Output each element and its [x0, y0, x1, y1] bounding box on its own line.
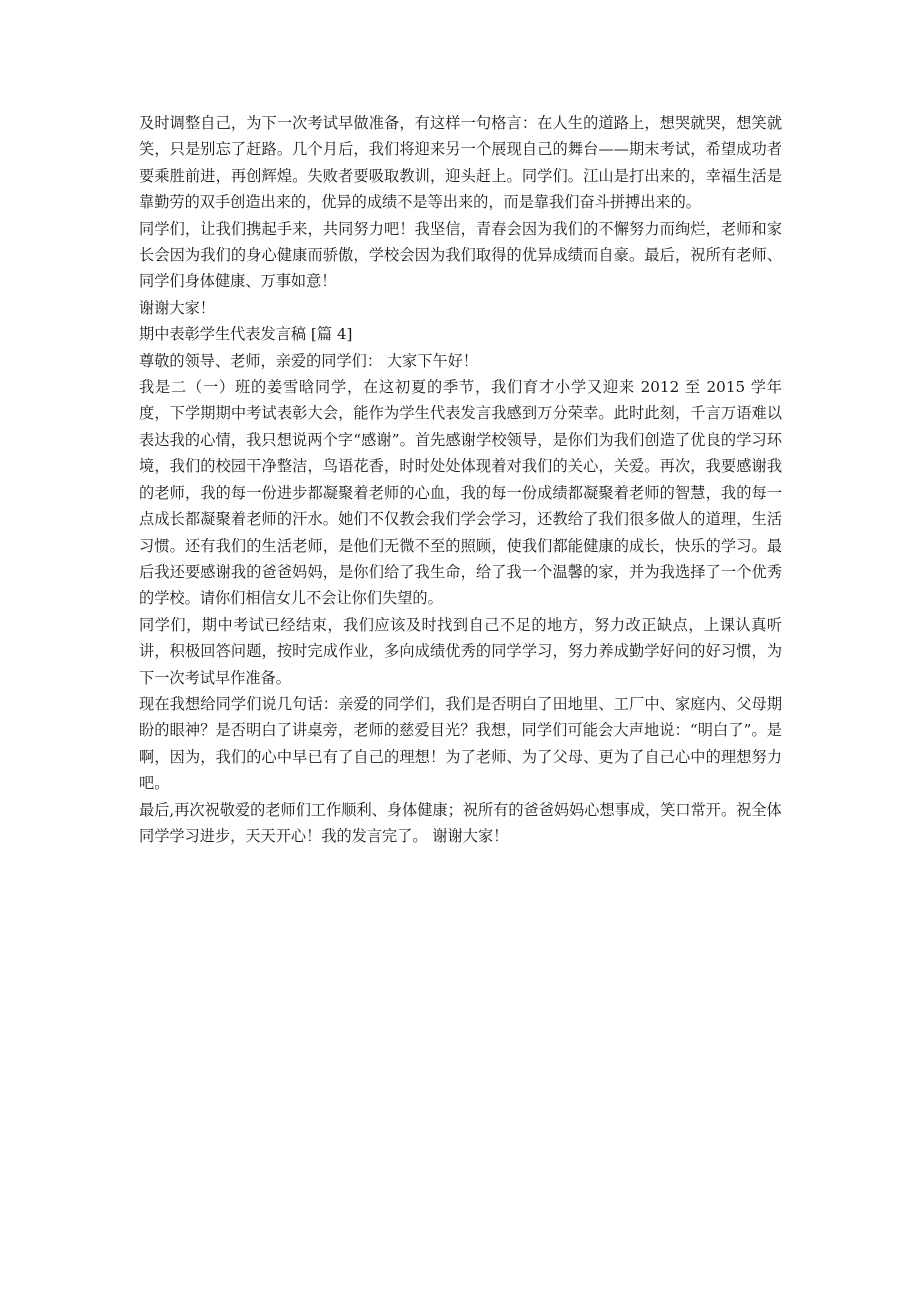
paragraph-salutation: 尊敬的领导、老师，亲爱的同学们： 大家下午好！ [139, 351, 478, 370]
paragraph-self-introduction: 我是二（一）班的姜雪晗同学，在这初夏的季节，我们育才小学又迎来 2012 至 2015 学年度，下学期期中考试表彰大会，能作为学生代表发言我感到万分荣幸。此时此刻，千言万语难以表达我的心情，我只想说两个字“感谢”。首先感谢学校领导，是你们为我们创造了优良的学习环境，我们的校园干净整洁，鸟语花香，时时处处体现着对我们的关心，关爱。再次，我要感谢我的老师，我的每一份进步都凝聚着老师的心血，我的每一份成绩都凝聚着老师的智慧，我的每一点成长都凝聚着老师的汗水。她们不仅教会我们学会学习，还教给了我们很多做人的道理，生活习惯。还有我们的生活老师，是他们无微不至的照顾，使我们都能健康的成长，快乐的学习。最后我还要感谢我的爸爸妈妈，是你们给了我生命，给了我一个温馨的家，并为我选择了一个优秀的学校。请你们相信女儿不会让你们失望的。 [139, 378, 782, 608]
paragraph-exam-finished: 同学们，期中考试已经结束，我们应该及时找到自己不足的地方，努力改正缺点，上课认真听讲，积极回答问题，按时完成作业，多向成绩优秀的同学学习，努力养成勤学好问的好习惯，为下一次考试早作准备。 [139, 615, 782, 687]
paragraph-words-to-classmates: 现在我想给同学们说几句话：亲爱的同学们，我们是否明白了田地里、工厂中、家庭内、父母期盼的眼神？是否明白了讲桌旁，老师的慈爱目光？我想，同学们可能会大声地说：“明白了”。是啊，因为，我们的心中早已有了自己的理想！为了老师、为了父母、更为了自己心中的理想努力吧。 [139, 694, 782, 793]
section-heading: 期中表彰学生代表发言稿 [篇 4] [139, 325, 353, 344]
paragraph-thanks: 谢谢大家！ [139, 298, 215, 317]
document-body [139, 110, 782, 849]
paragraph-join-hands: 同学们，让我们携起手来，共同努力吧！我坚信，青春会因为我们的不懈努力而绚烂，老师和家长会因为我们的身心健康而骄傲，学校会因为我们取得的优异成绩而自豪。最后，祝所有老师、同学们身体健康、万事如意！ [139, 219, 782, 291]
paragraph-exam-preparation: 及时调整自己，为下一次考试早做准备，有这样一句格言：在人生的道路上，想哭就哭，想笑就笑，只是别忘了赶路。几个月后，我们将迎来另一个展现自己的舞台——期末考试，希望成功者要乘胜前进，再创辉煌。失败者要吸取教训，迎头赶上。同学们。江山是打出来的，幸福生活是靠勤劳的双手创造出来的，优异的成绩不是等出来的，而是靠我们奋斗拼搏出来的。 [139, 114, 782, 212]
paragraph-closing: 最后,再次祝敬爱的老师们工作顺利、身体健康；祝所有的爸爸妈妈心想事成，笑口常开。祝全体同学学习进步，天天开心！我的发言完了。 谢谢大家！ [139, 800, 782, 845]
